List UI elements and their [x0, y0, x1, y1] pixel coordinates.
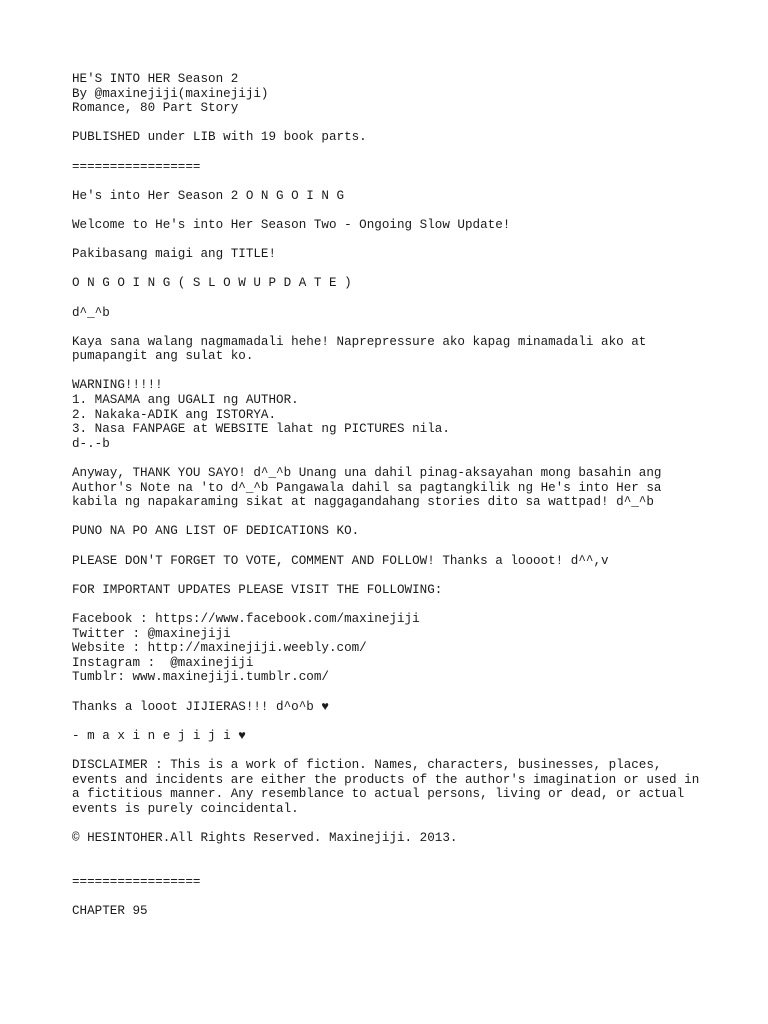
separator-text-2: =================: [72, 874, 201, 889]
pakibasang-line: Pakibasang maigi ang TITLE!: [72, 247, 277, 262]
dedications-block: [72, 524, 752, 539]
ongoing-block: [72, 276, 752, 291]
links-block: [72, 612, 752, 685]
genre-line: Romance, 80 Part Story: [72, 101, 239, 116]
warning-item: 2. Nakaka-ADIK ang ISTORYA.: [72, 407, 277, 422]
published-line: [72, 130, 752, 145]
signature-line: - m a x i n e j i j i ♥: [72, 728, 246, 743]
emote-block: [72, 306, 752, 321]
separator-bottom: [72, 875, 752, 890]
season-block: [72, 189, 752, 204]
welcome-line: Welcome to He's into Her Season Two - Ongoing Slow Update!: [72, 217, 511, 232]
document-page: [72, 72, 752, 933]
separator-top: [72, 160, 752, 175]
kaya-text: Kaya sana walang nagmamadali hehe! Naprepressure ako kapag minamadali ako at pumapangit ang sulat ko.: [72, 334, 647, 364]
warning-block: [72, 378, 752, 451]
thanks-block: [72, 700, 752, 715]
link-tumblr: Tumblr: www.maxinejiji.tumblr.com/: [72, 670, 329, 685]
chapter-block: [72, 904, 752, 919]
warning-item: 1. MASAMA ang UGALI ng AUTHOR.: [72, 393, 299, 408]
dedications-line: PUNO NA PO ANG LIST OF DEDICATIONS KO.: [72, 524, 360, 539]
warning-emote: d-.-b: [72, 436, 110, 451]
anyway-paragraph: [72, 466, 752, 510]
author-byline: By @maxinejiji(maxinejiji): [72, 86, 269, 101]
vote-line: PLEASE DON'T FORGET TO VOTE, COMMENT AND FOLLOW! Thanks a loooot! d^^,v: [72, 553, 609, 568]
disclaimer-text: DISCLAIMER : This is a work of fiction. Names, characters, businesses, places, events and incidents are either the products of the author's imagination or used in a fictitious manner. Any resemblance to actual persons, living or dead, or actual events is purely coincidental.: [72, 757, 700, 816]
header-block: [72, 72, 752, 116]
warning-item: 3. Nasa FANPAGE at WEBSITE lahat ng PICTURES nila.: [72, 422, 450, 437]
published-text: PUBLISHED under LIB with 19 book parts.: [72, 130, 367, 145]
disclaimer-paragraph: [72, 758, 752, 816]
ongoing-line: O N G O I N G ( S L O W U P D A T E ): [72, 276, 352, 291]
link-facebook: Facebook : https://www.facebook.com/maxinejiji: [72, 611, 420, 626]
season-line: He's into Her Season 2 O N G O I N G: [72, 188, 345, 203]
signature-block: [72, 729, 752, 744]
kaya-paragraph: [72, 335, 752, 364]
updates-heading-block: [72, 583, 752, 598]
vote-block: [72, 554, 752, 569]
link-instagram: Instagram : @maxinejiji: [72, 655, 254, 670]
separator-text: =================: [72, 159, 201, 174]
link-website: Website : http://maxinejiji.weebly.com/: [72, 641, 367, 656]
story-title: HE'S INTO HER Season 2: [72, 72, 239, 86]
copyright-block: [72, 831, 752, 846]
thanks-line: Thanks a looot JIJIERAS!!! d^o^b ♥: [72, 699, 329, 714]
welcome-block: [72, 218, 752, 233]
emote-line: d^_^b: [72, 305, 110, 320]
anyway-text: Anyway, THANK YOU SAYO! d^_^b Unang una dahil pinag-aksayahan mong basahin ang Author's Note na 'to d^_^b Pangawala dahil sa pagtangkilik ng He's into Her sa kabila ng napakaraming sikat at naggagandahang stories dito sa wattpad! d^_^b: [72, 466, 662, 510]
pakibasang-block: [72, 247, 752, 262]
warning-heading: WARNING!!!!!: [72, 378, 163, 393]
updates-heading: FOR IMPORTANT UPDATES PLEASE VISIT THE FOLLOWING:: [72, 582, 443, 597]
chapter-heading: CHAPTER 95: [72, 903, 148, 918]
link-twitter: Twitter : @maxinejiji: [72, 626, 231, 641]
copyright-line: © HESINTOHER.All Rights Reserved. Maxinejiji. 2013.: [72, 830, 458, 845]
